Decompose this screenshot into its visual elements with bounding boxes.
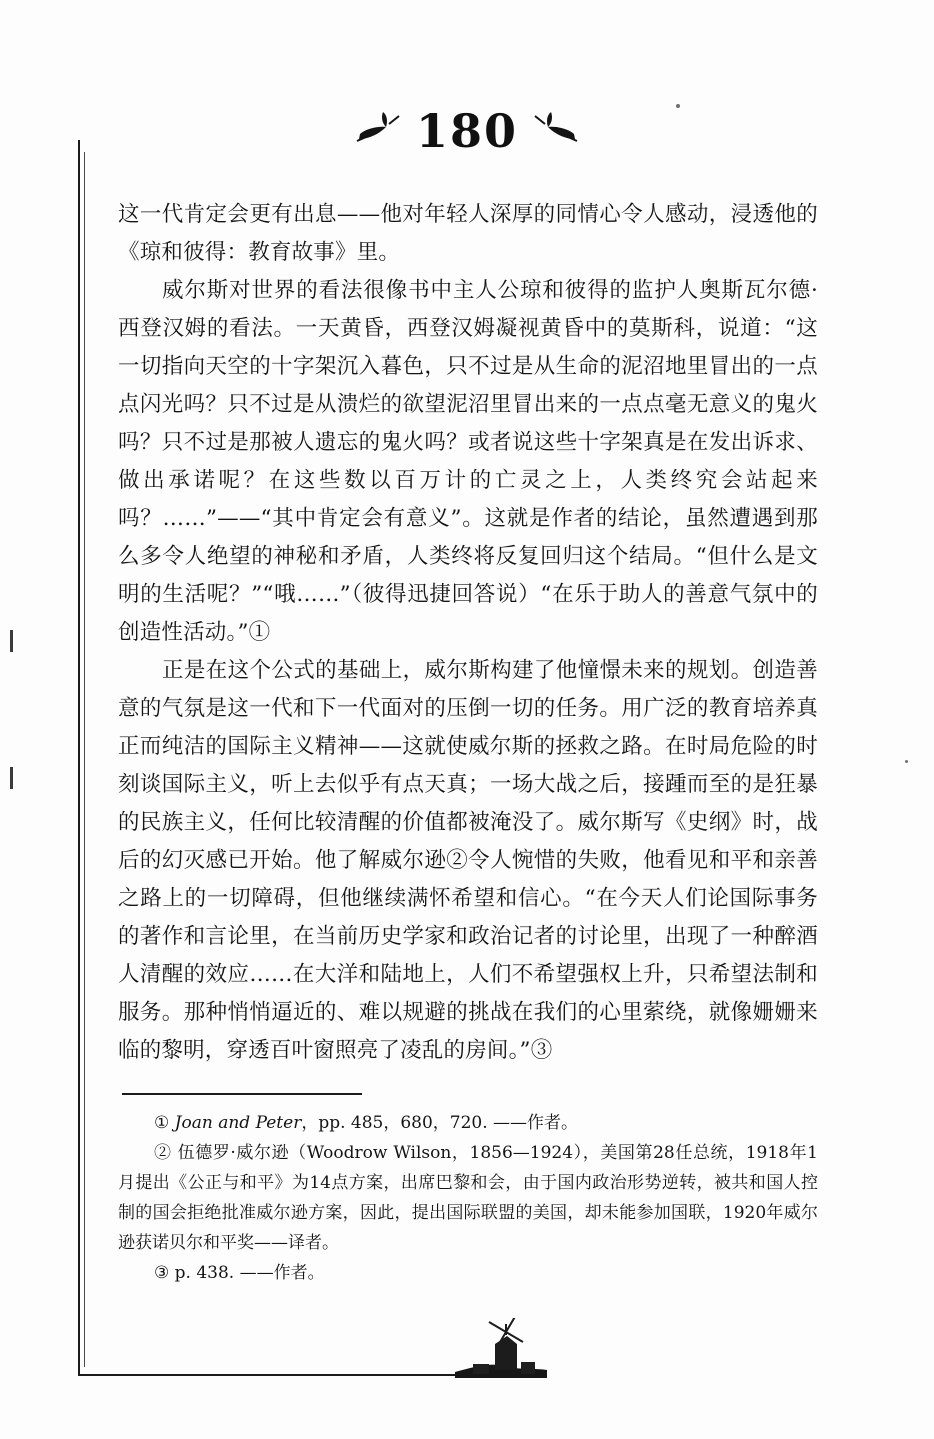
footnote-item [118, 1258, 818, 1288]
footnote-text: 伍德罗·威尔逊（Woodrow Wilson，1856—1924），美国第28任总统，1918年1月提出《公正与和平》为14点方案，出席巴黎和会，由于国内政治形势逆转，被共和国人控制的国会拒绝批准威尔逊方案，因此，提出国际联盟的美国，却未能参加国联，1920年威尔逊获诺贝尔和平奖——译者。 [118, 1143, 819, 1253]
page-frame-line-bottom [78, 1374, 478, 1376]
page-header [0, 104, 934, 158]
windmill-vignette-icon [455, 1318, 547, 1380]
paragraph: 正是在这个公式的基础上，威尔斯构建了他憧憬未来的规划。创造善意的气氛是这一代和下一代面对的压倒一切的任务。用广泛的教育培养真正而纯洁的国际主义精神——这就使威尔斯的拯救之路。在时局危险的时刻谈国际主义，听上去似乎有点天真；一场大战之后，接踵而至的是狂暴的民族主义，任何比较清醒的价值都被淹没了。威尔斯写《史纲》时，战后的幻灭感已开始。他了解威尔逊②令人惋惜的失败，他看见和平和亲善之路上的一切障碍，但他继续满怀希望和信心。“在今天人们论国际事务的著作和言论里，在当前历史学家和政治记者的讨论里，出现了一种醉酒人清醒的效应……在大洋和陆地上，人们不希望强权上升，只希望法制和服务。那种悄悄逼近的、难以规避的挑战在我们的心里萦绕，就像姗姗来临的黎明，穿透百叶窗照亮了凌乱的房间。”③ [118, 658, 818, 1063]
page-frame-line-left-inner [84, 152, 85, 1367]
page-body [118, 196, 818, 1070]
paragraph: 威尔斯对世界的看法很像书中主人公琼和彼得的监护人奥斯瓦尔德·西登汉姆的看法。一天黄昏，西登汉姆凝视黄昏中的莫斯科，说道：“这一切指向天空的十字架沉入暮色，只不过是从生命的泥沼地里冒出的一点点闪光吗？只不过是从溃烂的欲望泥沼里冒出来的一点点毫无意义的鬼火吗？只不过是那被人遗忘的鬼火吗？或者说这些十字架真是在发出诉求、做出承诺呢？在这些数以百万计的亡灵之上，人类终究会站起来吗？……”——“其中肯定会有意义”。这就是作者的结论，虽然遭遇到那么多令人绝望的神秘和矛盾，人类终将反复回归这个结局。“但什么是文明的生活呢？”“哦……”（彼得迅捷回答说）“在乐于助人的善意气氛中的创造性活动。”① [118, 278, 818, 645]
footnote-text: ，pp. 485，680，720. ——作者。 [301, 1113, 579, 1133]
footnote-divider [122, 1093, 362, 1095]
footnote-marker: ① [154, 1113, 170, 1133]
paragraph: 这一代肯定会更有出息——他对年轻人深厚的同情心令人感动，浸透他的《琼和彼得：教育故事》里。 [118, 202, 818, 265]
footnote-text: p. 438. ——作者。 [174, 1263, 325, 1283]
scan-speck [905, 760, 908, 763]
footnote-marker: ② [154, 1143, 172, 1163]
page-number: 180 [415, 104, 519, 158]
scan-edge-marks [10, 630, 13, 810]
footnote-marker: ③ [154, 1263, 170, 1283]
footnote-list [118, 1108, 818, 1288]
page-frame-line-left [78, 140, 80, 1375]
footnote-title: Joan and Peter [174, 1113, 302, 1133]
leaf-ornament-icon [355, 112, 401, 150]
footnote-item [118, 1108, 818, 1138]
footnote-item [118, 1138, 818, 1258]
leaf-ornament-icon [533, 112, 579, 150]
